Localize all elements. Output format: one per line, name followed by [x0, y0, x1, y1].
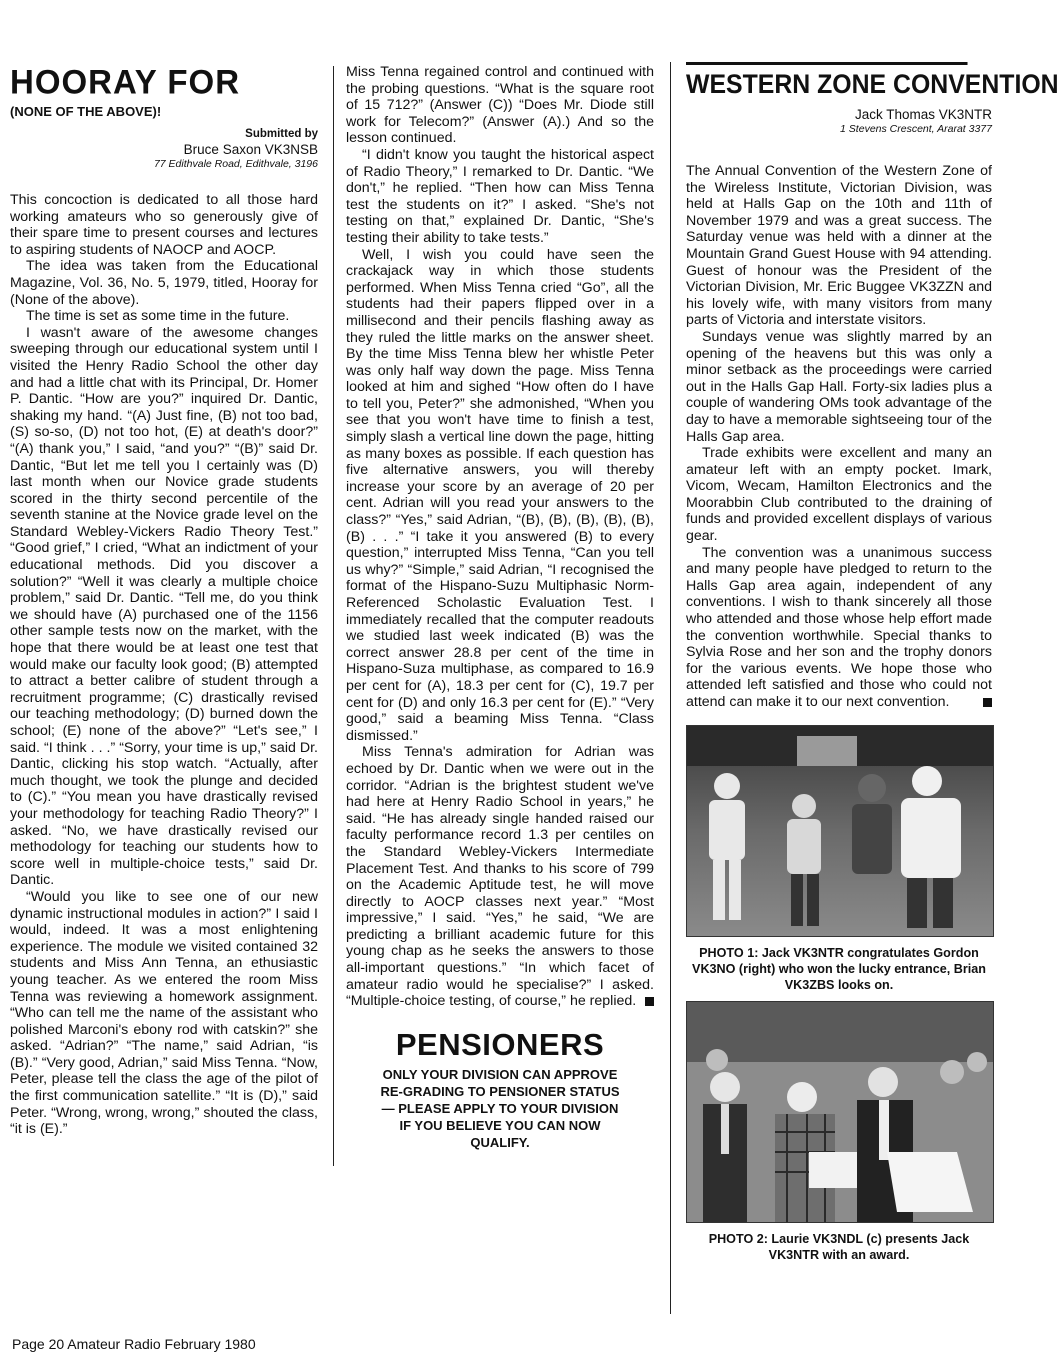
paragraph: Sundays venue was slightly marred by an opening of the heavens but this was only a minor setback as the proceedings were carried out in the Halls Gap Hall. Forty-six ladies plus a couple of wandering OMs took advantage of the day to have a memorable sightseeing tour of the Halls Gap area.: [686, 328, 992, 445]
paragraph: The Annual Convention of the Western Zone of the Wireless Institute, Victorian Division, was held at Halls Gap on the 10th and 11th of November 1979 and was a great success. The Saturday venue was held with a dinner at the Mountain Grand Guest House with 94 attending. Guest of honour was the President of the Victorian Division, Mr. Eric Buggee VK3ZZN and his lovely wife, with many visitors from many parts of Victoria and interstate visitors.: [686, 163, 992, 329]
column-rule-left: [333, 66, 334, 1166]
submitted-by-label: Submitted by: [245, 128, 318, 140]
paragraph-text: The convention was a unanimous success and many people have pledged to return to the Halls Gap area again, independent of any conventions. I wish to thank sincerely all those who attended and those whose help effort made the convention worthwhile. Special thanks to Sylvia Rose and her son and the trophy donors for the various events. We hope those who attended left satisfied and those who could not attend can make it to our next convention.: [686, 544, 992, 710]
photo-1-caption: PHOTO 1: Jack VK3NTR congratulates Gordon VK3NO (right) who won the lucky entrance, Brian VK3ZBS looks on.: [692, 945, 986, 992]
paragraph: The idea was taken from the Educational Magazine, Vol. 36, No. 5, 1979, titled, Hooray for (None of the above).: [10, 258, 318, 308]
column-rule-right: [670, 62, 671, 1314]
paragraph: The time is set as some time in the future.: [26, 308, 290, 325]
paragraph-text: Miss Tenna's admiration for Adrian was echoed by Dr. Dantic when we were out in the corridor. “Adrian is the brightest student we've had here at Henry Radio School in years,” he said. “He has already single handed raised our faculty performance record 1.3 per centiles on the Standard Webley-Vickers Intermediate Placement Test. And thanks to his score of 799 on the Academic Aptitude test, he will move directly to AOCP classes next year.” “Most impressive,” I said. “Yes,” he said, “We are predicting a brilliant academic future for this young chap as he seeks the answers to those all-important questions.” “In which facet of amateur radio would he specialise?” I asked. “Multiple-choice testing, of course,” he replied.: [346, 744, 654, 1010]
convention-title: WESTERN ZONE CONVENTION: [686, 62, 968, 101]
end-mark-icon: [983, 698, 992, 707]
photo-1-image: [687, 726, 993, 936]
paragraph: “I didn't know you taught the historical aspect of Radio Theory,” I remarked to Dr. Dantic. “We don't,” he replied. “Then how can Miss Tenna test the students on it?” I asked. “She's not testing on that,” explained Dr. Dantic, “She's testing their ability to take tests.”: [346, 146, 654, 246]
byline: [10, 127, 318, 172]
right-article-column: [686, 62, 1059, 1271]
page-footer: Page 20 Amateur Radio February 1980: [12, 1336, 256, 1352]
paragraph: I wasn't aware of the awesome changes sweeping through our educational system until I visited the Henry Radio School the other day and had a little chat with its Principal, Dr. Homer P. Dantic. “How are you?” inquired Dr. Dantic, shaking my hand. “(A) Just fine, (B) not too bad, (S) so-so, (D) not too hot, (E) at death's door?” “(A) thank you,” I said, “and you?” “(B)” said Dr. Dantic, “But let me tell you I certainly was (D) last month when our Novice grade students scored in the thirty second percentile of the seventh stanine at the Novice grade level on the Standard Webley-Vickers Radio Theory Test.” “Good grief,” I cried, “What an indictment of your educational methods. Did you discover a solution?” “Well it was clearly a multiple choice problem,” said Dr. Dantic. “Tell me, do you think we should have (A) purchased one of the 1156 other sample tests now on the market, with the hope that there would be at least one test that would make our faculty look good; (B) attempted to attract a better calibre of student through a recruitment programme; (C) drastically revised our teaching methodology; (D) burned down the school; (E) none of the above?” “Let's see,” I said. “I think . . .” “Sorry, your time is up,” said Dr. Dantic, clicking his stop watch. “Actually, after much thought, we took the plunge and decided to (C).” “You mean you have drastically revised your methodology for teaching Radio Theory?” I asked. “No, we have drastically revised our methodology for teaching our students how to score well in multiple-choice tests,” said Dr. Dantic.: [10, 324, 318, 889]
article-subtitle: (NONE OF THE ABOVE)!: [10, 104, 162, 119]
paragraph: Trade exhibits were excellent and many an amateur left with an empty pocket. Imark, Vicom, Wecam, Hamilton Electronics and the Moorabbin Club contributed to the draining of funds and provided excellent displays of various gear.: [686, 445, 992, 545]
end-mark-icon: [645, 997, 654, 1006]
pensioners-title: PENSIONERS: [395, 1026, 605, 1062]
paragraph: [346, 744, 654, 1010]
photo-2-image: [687, 1002, 993, 1222]
paragraph: “Would you like to see one of our new dynamic instructional modules in action?” I said I would, indeed. It was a most enlightening experience. The module we visited contained 32 students and Miss Ann Tenna, an ethusiastic young teacher. As we entered the room Miss Tenna was reviewing a homework assignment. “Who can tell me the name of the assistant who polished Marconi's ebony rod with catskin?” she asked. “Adrian?” “The name,” said Adrian, “is (B).” “Very good, Adrian,” said Miss Tenna. “Now, Peter, please tell the class the age of the pilot of the first communication satellite.” “It is (D),” said Peter. “Wrong, wrong, wrong,” shouted the class, “it is (E).”: [10, 888, 318, 1138]
convention-author: Jack Thomas VK3NTR: [854, 107, 992, 122]
photo-2-caption: PHOTO 2: Laurie VK3NDL (c) presents Jack VK3NTR with an award.: [708, 1231, 970, 1262]
convention-byline: [686, 107, 992, 137]
paragraph: Miss Tenna regained control and continued with the probing questions. “What is the square root of 15 712?” (Answer (C)) “Does Mr. Diode still work for Telecom?” (Answer (A).) And so the lesson continued.: [346, 64, 654, 147]
pensioners-notice: [346, 1028, 654, 1151]
paragraph: [686, 545, 992, 711]
author-name: Bruce Saxon VK3NSB: [183, 142, 318, 157]
paragraph: Well, I wish you could have seen the crackajack way in which those students performed. When Miss Tenna cried “Go”, all the students had their papers flipped over in a millisecond and their pencils flashing away as they ruled the little marks on the answer sheet. By the time Miss Tenna blew her whistle Peter was only half way down the page. Miss Tenna looked at him and sighed “How often do I have to tell you, Peter?” she admonished, “When you see that you won't have time to finish a test, simply slash a vertical line down the page, hitting as many boxes as possible. If each question has five alternative answers, you will thereby increase your score by an average of 20 per cent. Adrian will you read your answers to the class?” “Yes,” said Adrian, “(B), (B), (B), (B), (B), (B) . . .” “I take it you answered (B) to every question,” interrupted Miss Tenna, “Can you tell us why?” “Simple,” said Adrian, “I recognised the format of the Hispano-Suzu Multiphasic Norm-Referenced Scholastic Evaluation Test. I immediately recalled that the computer readouts we studied last week indicated (B) was the correct answer 28.8 per cent of the time in Hispano-Suza multiphase, as compared to 16.9 per cent for (A), 18.3 per cent for (C), 19.7 per cent for (D) and only 16.3 per cent for (E).” “Very good,” said a beaming Miss Tenna. “Class dismissed.”: [346, 246, 654, 744]
photo-1: [686, 725, 994, 937]
author-address: 77 Edithvale Road, Edithvale, 3196: [153, 158, 318, 170]
convention-address: 1 Stevens Crescent, Ararat 3377: [840, 123, 992, 135]
paragraph: This concoction is dedicated to all those hard working amateurs who so generously give of their spare time to present courses and lectures to aspiring students of NAOCP and AOCP.: [10, 192, 318, 258]
left-article-column-2: [346, 64, 654, 1151]
article-title: HOORAY FOR: [10, 62, 241, 101]
left-article-column-1: [10, 62, 318, 1138]
pensioners-body: ONLY YOUR DIVISION CAN APPROVE RE-GRADING TO PENSIONER STATUS — PLEASE APPLY TO YOUR DIVISION IF YOU BELIEVE YOU CAN NOW QUALIFY.: [380, 1066, 620, 1150]
photo-2: [686, 1001, 994, 1223]
